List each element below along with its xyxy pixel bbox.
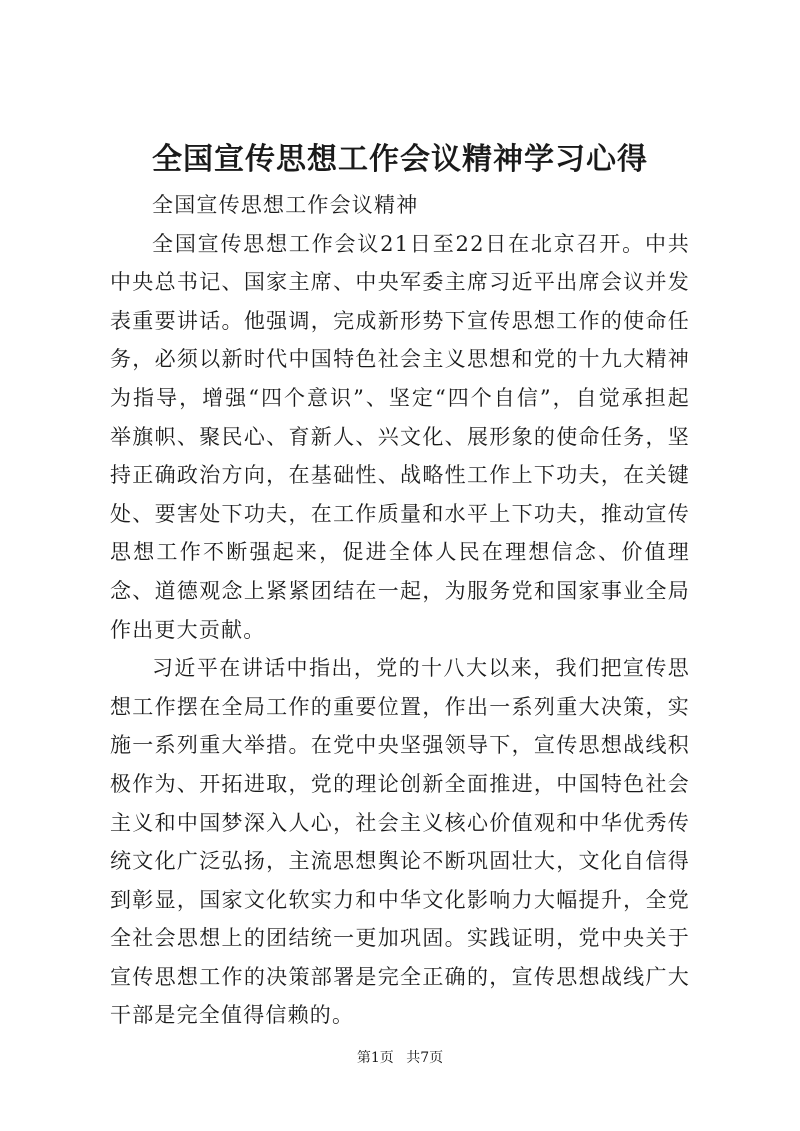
page-number: 第1页 bbox=[356, 1050, 394, 1066]
paragraph-2: 习近平在讲话中指出，党的十八大以来，我们把宣传思想工作摆在全局工作的重要位置，作出一系列重大决策，实施一系列重大举措。在党中央坚强领导下，宣传思想战线积极作为、开拓进取，党的理论创新全面推进，中国特色社会主义和中国梦深入人心，社会主义核心价值观和中华优秀传统文化广泛弘扬，主流思想舆论不断巩固壮大，文化自信得到彰显，国家文化软实力和中华文化影响力大幅提升，全党全社会思想上的团结统一更加巩固。实践证明，党中央关于宣传思想工作的决策部署是完全正确的，宣传思想战线广大干部是完全值得信赖的。 bbox=[110, 656, 690, 1028]
page-footer bbox=[0, 1048, 800, 1068]
document-title: 全国宣传思想工作会议精神学习心得 bbox=[152, 142, 648, 177]
document-subtitle: 全国宣传思想工作会议精神 bbox=[152, 193, 419, 217]
page-total: 共7页 bbox=[406, 1050, 444, 1066]
paragraph-1: 全国宣传思想工作会议21日至22日在北京召开。中共中央总书记、国家主席、中央军委主席习近平出席会议并发表重要讲话。他强调，完成新形势下宣传思想工作的使命任务，必须以新时代中国特色社会主义思想和党的十九大精神为指导，增强“四个意识”、坚定“四个自信”，自觉承担起举旗帜、聚民心、育新人、兴文化、展形象的使命任务，坚持正确政治方向，在基础性、战略性工作上下功夫，在关键处、要害处下功夫，在工作质量和水平上下功夫，推动宣传思想工作不断强起来，促进全体人民在理想信念、价值理念、道德观念上紧紧团结在一起，为服务党和国家事业全局作出更大贡献。 bbox=[110, 231, 690, 642]
document-body bbox=[110, 186, 690, 1035]
